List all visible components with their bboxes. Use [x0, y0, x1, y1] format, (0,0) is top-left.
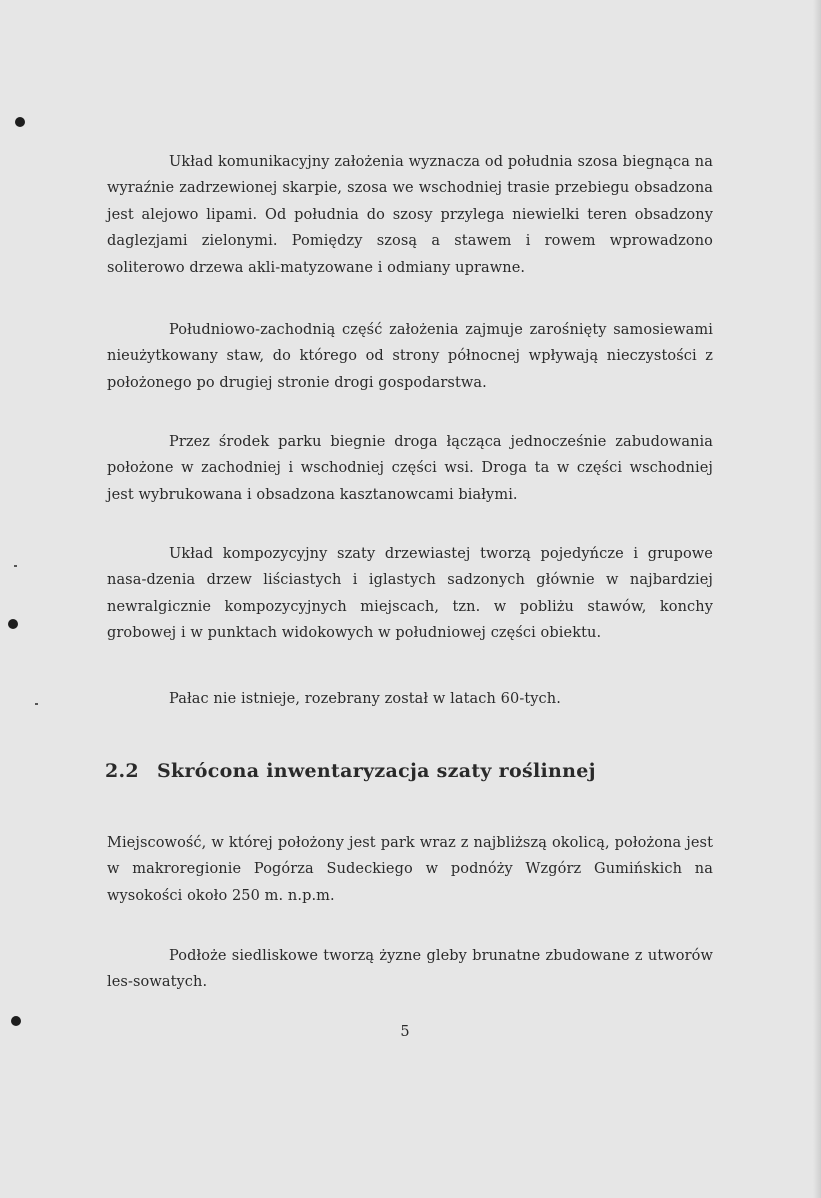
section-heading — [105, 760, 596, 782]
page-edge-shadow — [813, 0, 821, 1198]
paragraph-communication-layout: Układ komunikacyjny założenia wyznacza od południa szosa biegnąca na wyraźnie zadrzewionej skarpie, szosa we wschodniej trasie przebiegu obsadzona jest alejowo lipami. Od południa do szosy przylega niewielki teren obsadzony daglezjami zielonymi. Pomiędzy szosą a stawem i rowem wprowadzono soliterowo drzewa akli-matyzowane i odmiany uprawne. — [107, 154, 713, 276]
paragraph-palace: Pałac nie istnieje, rozebrany został w latach 60-tych. — [169, 691, 561, 707]
page-number: 5 — [400, 1024, 410, 1040]
paragraph-composition: Układ kompozycyjny szaty drzewiastej tworzą pojedyńcze i grupowe nasa-dzenia drzew liściastych i iglastych sadzonych głównie w najbardziej newralgicznie kompozycyjnych miejscach, tzn. w pobliżu stawów, konchy grobowej i w punktach widokowych w południowej części obiektu. — [107, 546, 713, 642]
paragraph-pond: Południowo-zachodnią część założenia zajmuje zarośnięty samosiewami nieużytkowany staw, do którego od strony północnej wpływają nieczystości z położonego po drugiej stronie drogi gospodarstwa. — [107, 322, 713, 391]
paragraph-location: Miejscowość, w której położony jest park wraz z najbliższą okolicą, położona jest w makroregionie Pogórza Sudeckiego w podnóży Wzgórz Gumińskich na wysokości około 250 m. n.p.m. — [107, 835, 713, 904]
punch-hole — [11, 1016, 21, 1026]
section-title: Skrócona inwentaryzacja szaty roślinnej — [157, 760, 596, 782]
paragraph-soil: Podłoże siedliskowe tworzą żyzne gleby brunatne zbudowane z utworów les-sowatych. — [107, 948, 713, 991]
scan-mark — [35, 703, 38, 705]
section-number: 2.2 — [105, 760, 139, 782]
punch-hole — [8, 619, 18, 629]
punch-hole — [15, 117, 25, 127]
scan-mark — [14, 565, 17, 567]
paragraph-road: Przez środek parku biegnie droga łącząca jednocześnie zabudowania położone w zachodniej i wschodniej części wsi. Droga ta w części wschodniej jest wybrukowana i obsadzona kasztanowcami białymi. — [107, 434, 713, 503]
